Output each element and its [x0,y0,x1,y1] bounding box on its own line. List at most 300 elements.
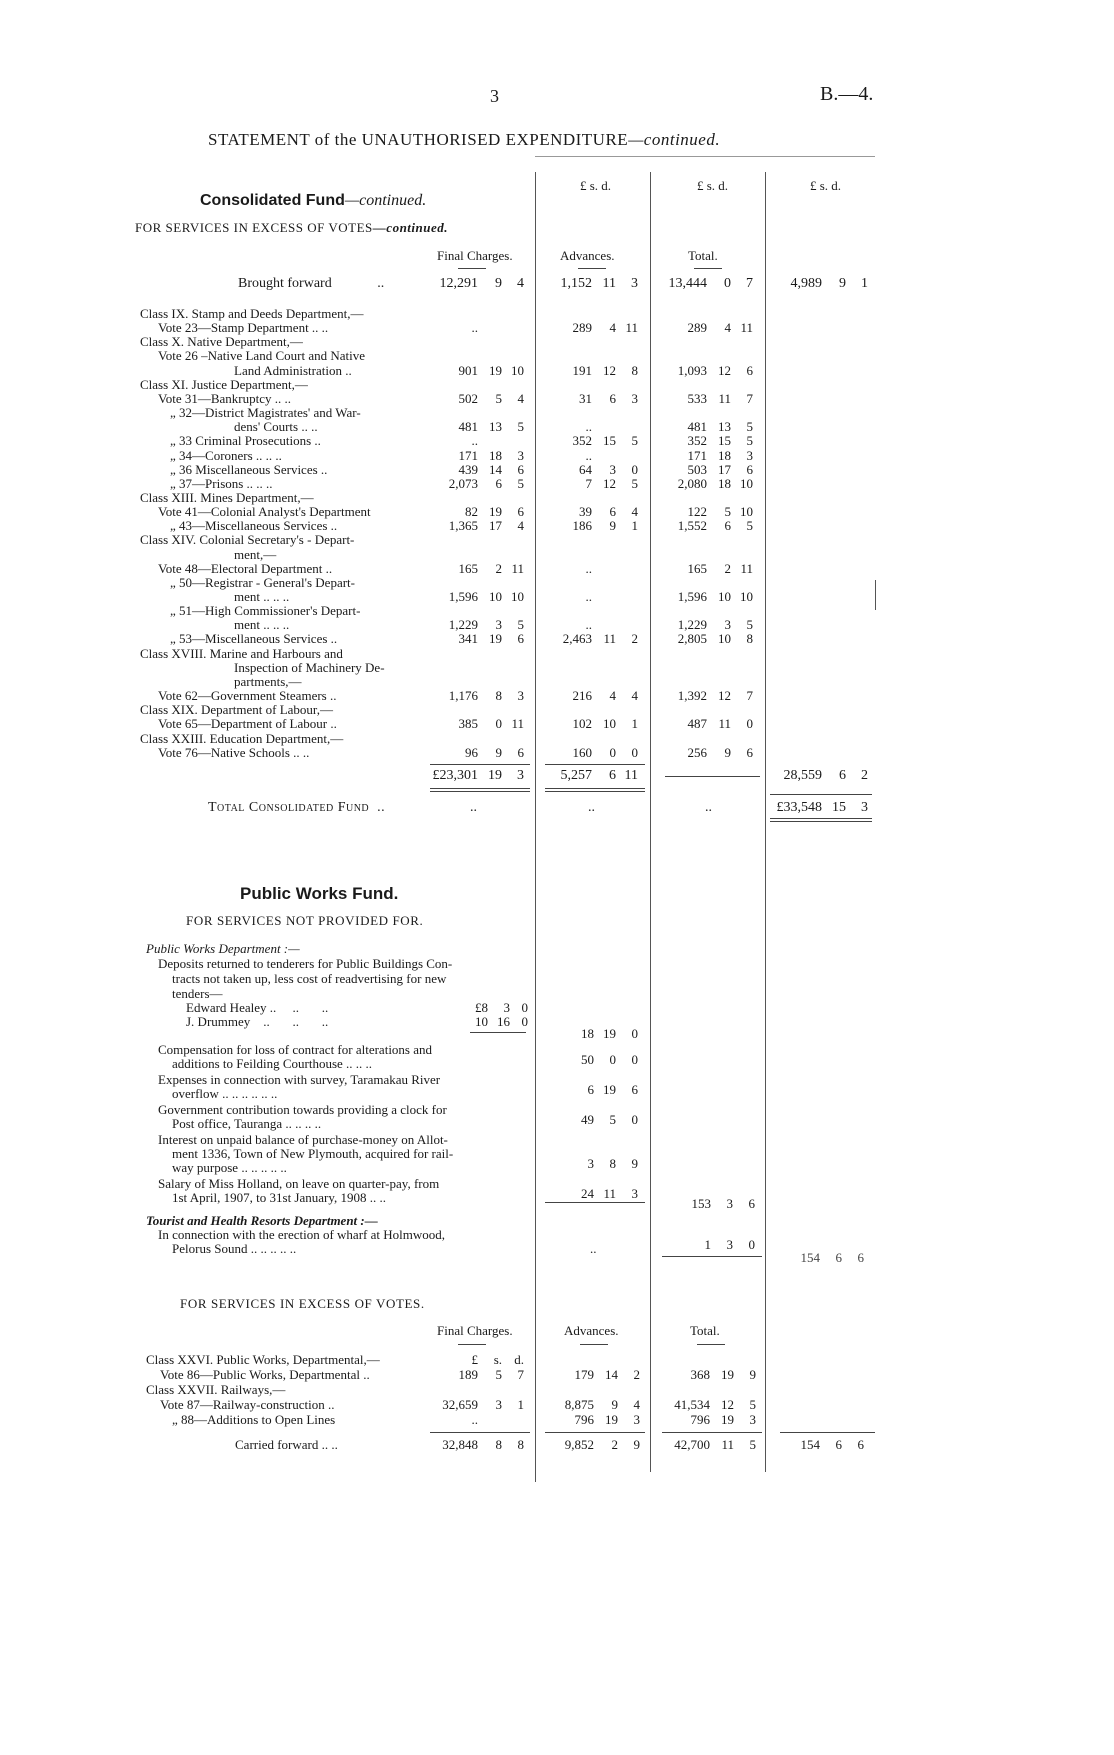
consolidated-row-fc [430,716,524,731]
deposits-line-3: tenders— [172,986,223,1001]
amount-part: 18 [489,448,502,463]
amount-part: 8 [631,363,638,378]
consolidated-row-label: Vote 62—Government Steamers .. [158,688,337,703]
grand-rule-top [770,794,872,795]
consolidated-row-tot [655,688,753,703]
cf-rule-adv [545,1432,645,1433]
rule-advances-right [650,172,651,1472]
npt-s: 6 [835,1250,842,1265]
consolidated-row-label: Class IX. Stamp and Deeds Department,— [140,306,364,321]
bf-grand-d: 1 [861,276,868,291]
consolidated-row-adv [540,589,638,604]
amount-part: 6 [517,462,524,477]
amount-part: 3 [495,1397,502,1412]
excess-row-fc [428,1352,524,1367]
grand-double-2 [770,821,872,822]
tc-d: 3 [861,800,868,815]
amount-part: 10 [718,589,731,604]
amount-part: 17 [489,518,502,533]
consolidated-row-label: Land Administration .. [234,363,352,378]
amount-part: 19 [489,363,502,378]
consolidated-row-adv [540,561,638,576]
excess-row-tot [658,1367,756,1382]
amount-part: 1,229 [448,617,478,632]
consolidated-row-fc [430,320,524,335]
npt-l: 154 [800,1250,820,1265]
cf-adv-l: 9,852 [564,1437,594,1452]
amount-part: 3 [631,391,638,406]
consolidated-row-adv [540,476,638,491]
amount-part: 4 [517,518,524,533]
col-header-advances: Advances. [560,248,615,263]
pw-item-line: Interest on unpaid balance of purchase-money on Allot- [158,1132,448,1147]
lsd-header-3: £ s. d. [810,178,842,193]
amount-part: 19 [721,1412,734,1427]
consolidated-row-label: Vote 31—Bankruptcy .. .. [158,391,291,406]
amount-part: 8,875 [564,1397,594,1412]
amount-part: 256 [687,745,707,760]
cf-grand [780,1437,864,1452]
tourist-advances: .. [590,1241,597,1256]
consolidated-row-fc [430,631,524,646]
grand-double-1 [770,818,872,819]
amount-part: 12 [718,688,731,703]
pw-item-line: Government contribution towards providing a clock for [158,1102,447,1117]
page-title [208,130,720,150]
amount-part: 0 [631,1112,638,1127]
total-cons-dots-3: .. [705,800,712,815]
amount-part: 3 [517,448,524,463]
amount-part: 9 [749,1367,756,1382]
amount-part: 2,080 [677,476,707,491]
npt-d: 6 [857,1250,864,1265]
consolidated-row-tot [655,476,753,491]
consolidated-row-tot [655,448,753,463]
amount-part: 11 [625,320,638,335]
subtotal-rule-adv [545,764,645,765]
cf-fc-s: 8 [495,1437,502,1452]
bf-fc-s: 9 [495,276,502,291]
consolidated-sub-text: FOR SERVICES IN EXCESS OF VOTES [135,220,373,235]
amount-part: 352 [687,433,707,448]
not-provided-heading: FOR SERVICES NOT PROVIDED FOR. [186,913,424,928]
amount-part: 19 [489,631,502,646]
amount-part: 2 [633,1367,640,1382]
sub-adv-s: 6 [609,768,616,783]
amount-part: 6 [517,745,524,760]
amount-part: 341 [458,631,478,646]
amount-part: 8 [495,688,502,703]
drummey-d: 0 [521,1014,528,1029]
amount-part: 171 [458,448,478,463]
amount-part: 503 [687,462,707,477]
consolidated-row-label: Inspection of Machinery De- [234,660,385,675]
tourist-line-2: Pelorus Sound .. .. .. .. .. [172,1241,297,1256]
excess-row-fc [428,1397,524,1412]
amount-part: .. [471,433,478,448]
amount-part: 12 [721,1397,734,1412]
excess-row-label: „ 88—Additions to Open Lines [172,1412,336,1427]
amount-part: 10 [740,589,753,604]
sub-grand-d: 2 [861,768,868,783]
consolidated-row-label: ment .. .. .. [234,589,290,604]
bf-tot-s: 0 [724,276,731,291]
consolidated-row-label: ment .. .. .. [234,617,290,632]
total-cons-dots-1: .. [470,800,477,815]
amount-part: 6 [609,504,616,519]
cf-grand-d: 6 [857,1437,864,1452]
amount-part: 171 [687,448,707,463]
consolidated-row-label: „ 43—Miscellaneous Services .. [170,518,338,533]
healey-name: Edward Healey .. .. .. [186,1000,329,1015]
consolidated-row-adv [540,716,638,731]
amount-part: 4 [724,320,731,335]
amount-part: 17 [718,462,731,477]
amount-part: 216 [572,688,592,703]
pw-item-line: way purpose .. .. .. .. .. [172,1160,287,1175]
amount-part: 11 [718,716,731,731]
consolidated-row-fc [430,561,524,576]
consolidated-row-label: „ 32—District Magistrates' and War- [170,405,361,420]
amount-part: 533 [687,391,707,406]
cf-adv-d: 9 [633,1437,640,1452]
amount-part: 4 [609,688,616,703]
pwt-s: 3 [726,1196,733,1211]
consolidated-row-adv [540,391,638,406]
deposits-sum-d: 0 [631,1026,638,1041]
excess-row-tot [658,1397,756,1412]
consolidated-row-label: „ 50—Registrar - General's Depart- [170,575,355,590]
consolidated-row-label: Vote 23—Stamp Department .. .. [158,320,329,335]
double-rule-fc-1 [430,788,530,789]
amount-part: 179 [574,1367,594,1382]
pw-department-heading: Public Works Department :— [146,941,300,956]
drummey-name: J. Drummey .. .. .. [186,1014,329,1029]
amount-part: .. [585,419,592,434]
tourist-department-heading: Tourist and Health Resorts Department :— [146,1213,378,1228]
consolidated-row-fc [430,419,524,434]
consolidated-sub-cont: —continued. [372,220,449,235]
sub-adv-pounds: 5,257 [560,768,592,783]
cf-fc-d: 8 [517,1437,524,1452]
tt-s: 3 [726,1237,733,1252]
amount-part: 6 [495,476,502,491]
deposits-line-2: tracts not taken up, less cost of readvertising for new [172,971,447,986]
rule-total-right [765,172,766,1472]
deposits-line-1: Deposits returned to tenderers for Public Buildings Con- [158,956,453,971]
amount-part: 5 [746,518,753,533]
amount-part: s. [493,1352,502,1367]
consolidated-row-label: „ 37—Prisons .. .. .. [170,476,273,491]
pw-item-amount [560,1082,638,1097]
consolidated-row-fc [430,476,524,491]
amount-part: 160 [572,745,592,760]
amount-part: 5 [749,1397,756,1412]
bf-fc-d: 4 [517,276,524,291]
amount-part: 10 [740,504,753,519]
pw-items-rule [545,1202,645,1203]
amount-part: 796 [574,1412,594,1427]
subtotal-rule-fc [430,764,530,765]
sub-grand-pounds: 28,559 [783,768,822,783]
amount-part: 4 [609,320,616,335]
bf-advances [540,276,638,292]
amount-part: 1 [631,518,638,533]
title-continued: —continued. [628,130,721,149]
consolidated-row-adv [540,320,638,335]
amount-part: 10 [603,716,616,731]
amount-part: .. [585,448,592,463]
consolidated-row-fc [430,391,524,406]
tourist-line-1: In connection with the erection of wharf at Holmwood, [158,1227,445,1242]
cf-rule-fc [430,1432,530,1433]
pw-item-line: 1st April, 1907, to 31st January, 1908 .. .. [172,1190,387,1205]
dash-tot [694,268,722,269]
consolidated-row-fc [430,617,524,632]
consolidated-row-fc [430,363,524,378]
amount-part: 502 [458,391,478,406]
pw-item-line: additions to Feilding Courthouse .. .. .. [172,1056,373,1071]
consolidated-row-label: Class XI. Justice Department,— [140,377,308,392]
lsd-header-2: £ s. d. [697,178,729,193]
amount-part: 19 [489,504,502,519]
sub-fc-s: 19 [488,768,502,783]
sub-fc-pounds: £23,301 [432,768,478,783]
deposits-sum-rule [470,1032,526,1033]
amount-part: 1,176 [448,688,478,703]
excess-row-label: Vote 87—Railway-construction .. [160,1397,335,1412]
amount-part: 5 [609,1112,616,1127]
amount-part: 796 [690,1412,710,1427]
bf-adv-s: 11 [602,276,616,291]
amount-part: 15 [718,433,731,448]
amount-part: 2 [724,561,731,576]
consolidated-row-tot [655,631,753,646]
amount-part: 1,596 [677,589,707,604]
cf-adv-s: 2 [611,1437,618,1452]
page-number: 3 [490,86,499,106]
amount-part: 5 [495,391,502,406]
amount-part: 10 [511,363,524,378]
excess-row-label: Vote 86—Public Works, Departmental .. [160,1367,370,1382]
pw-item-line: ment 1336, Town of New Plymouth, acquired for rail- [172,1146,454,1161]
consolidated-row-label: Vote 48—Electoral Department .. [158,561,333,576]
consolidated-row-adv [540,745,638,760]
amount-part: 352 [572,433,592,448]
amount-part: 18 [718,476,731,491]
amount-part: 0 [746,716,753,731]
double-rule-adv-2 [545,791,645,792]
consolidated-row-tot [655,363,753,378]
excess-row-fc [428,1367,524,1382]
consolidated-row-adv [540,617,638,632]
excess-row-adv [542,1367,640,1382]
consolidated-row-adv [540,631,638,646]
excess-row-fc [428,1412,524,1427]
amount-part: 385 [458,716,478,731]
amount-part: 5 [517,617,524,632]
cf-tot-s: 11 [721,1437,734,1452]
amount-part: 5 [724,504,731,519]
tourist-total [675,1237,755,1252]
tc-pounds: £33,548 [776,800,822,815]
cf-tot-l: 42,700 [674,1437,710,1452]
amount-part: 10 [740,476,753,491]
consolidated-row-fc [430,433,524,448]
consolidated-fund-heading [200,192,426,210]
consolidated-row-label: „ 34—Coroners .. .. .. [170,448,282,463]
pw-item-amount [560,1052,638,1067]
pw-item-line: Compensation for loss of contract for alterations and [158,1042,433,1057]
cf-rule-tot [662,1432,762,1433]
amount-part: 12 [603,363,616,378]
amount-part: 7 [746,391,753,406]
consolidated-row-label: „ 33 Criminal Prosecutions .. [170,433,321,448]
rule-final-charges-left [535,172,536,1482]
amount-part: 32,659 [442,1397,478,1412]
bf-total [655,276,753,292]
amount-part: 5 [631,433,638,448]
pw-item-line: Expenses in connection with survey, Taramakau River [158,1072,441,1087]
amount-part: 14 [605,1367,618,1382]
amount-part: 0 [609,745,616,760]
consolidated-row-adv [540,363,638,378]
consolidated-row-label: Vote 65—Department of Labour .. [158,716,337,731]
pw-item-amount [560,1186,638,1201]
amount-part: 0 [631,1052,638,1067]
amount-part: 9 [724,745,731,760]
rule-right-edge [875,580,876,610]
bf-grand-s: 9 [839,276,846,291]
excess-row-label: Class XXVII. Railways,— [146,1382,286,1397]
amount-part: 5 [495,1367,502,1382]
amount-part: 2 [495,561,502,576]
consolidated-row-adv [540,462,638,477]
bf-grand-pounds: 4,989 [790,276,822,291]
consolidated-row-fc [430,462,524,477]
excess-row-label: Class XXVI. Public Works, Departmental,— [146,1352,380,1367]
consolidated-heading-text: Consolidated Fund [200,192,345,209]
amount-part: 10 [718,631,731,646]
amount-part: .. [585,561,592,576]
consolidated-row-label: Class XIX. Department of Labour,— [140,702,333,717]
amount-part: 8 [609,1156,616,1171]
consolidated-subheading [135,220,448,235]
consolidated-row-label: „ 51—High Commissioner's Depart- [170,603,361,618]
amount-part: 3 [746,448,753,463]
total-consolidated-label: Total Consolidated Fund .. [208,800,386,815]
amount-part: 3 [495,617,502,632]
amount-part: 1 [517,1397,524,1412]
amount-part: 11 [740,320,753,335]
consolidated-row-label: „ 36 Miscellaneous Services .. [170,462,328,477]
excess-row-tot [658,1412,756,1427]
amount-part: 487 [687,716,707,731]
consolidated-row-tot [655,518,753,533]
subtotal-advances [540,768,638,784]
amount-part: 3 [587,1156,594,1171]
amount-part: 4 [631,504,638,519]
amount-part: 4 [633,1397,640,1412]
bf-tot-d: 7 [746,276,753,291]
amount-part: 6 [609,391,616,406]
consolidated-row-tot [655,716,753,731]
amount-part: 2,805 [677,631,707,646]
pw-dash-fc [458,1344,486,1345]
consolidated-row-tot [655,504,753,519]
subtotal-final-charges [426,768,524,784]
amount-part: 6 [724,518,731,533]
amount-part: 7 [746,688,753,703]
amount-part: 0 [631,745,638,760]
amount-part: 19 [605,1412,618,1427]
amount-part: 2 [631,631,638,646]
amount-part: 11 [511,716,524,731]
double-rule-adv-1 [545,788,645,789]
amount-part: 165 [687,561,707,576]
cf-grand-s: 6 [835,1437,842,1452]
consolidated-row-fc [430,448,524,463]
pwt-d: 6 [748,1196,755,1211]
consolidated-row-fc [430,504,524,519]
amount-part: 4 [517,391,524,406]
amount-part: 122 [687,504,707,519]
amount-part: 41,534 [674,1397,710,1412]
consolidated-row-label: partments,— [234,674,302,689]
amount-part: 3 [609,462,616,477]
amount-part: 24 [581,1186,594,1201]
amount-part: 1,093 [677,363,707,378]
cf-tot-d: 5 [749,1437,756,1452]
pw-item-line: Salary of Miss Holland, on leave on quarter-pay, from [158,1176,440,1191]
consolidated-row-label: Class XIII. Mines Department,— [140,490,314,505]
col-header-final-charges: Final Charges. [437,248,513,263]
document-reference: B.—4. [820,83,874,105]
amount-part: 2,073 [448,476,478,491]
amount-part: 165 [458,561,478,576]
tc-s: 15 [832,800,846,815]
amount-part: 31 [579,391,592,406]
amount-part: 102 [572,716,592,731]
amount-part: 19 [721,1367,734,1382]
consolidated-row-label: Class XXIII. Education Department,— [140,731,344,746]
public-works-heading: Public Works Fund. [240,884,399,903]
amount-part: 10 [511,589,524,604]
amount-part: 439 [458,462,478,477]
amount-part: 3 [517,688,524,703]
amount-part: 13 [718,419,731,434]
amount-part: 5 [746,419,753,434]
not-provided-total [780,1250,864,1265]
sub-fc-d: 3 [517,768,524,783]
header-top-rule [535,156,875,157]
cf-rule-grand [780,1432,875,1433]
consolidated-row-fc [430,589,524,604]
amount-part: 5 [746,433,753,448]
consolidated-row-adv [540,504,638,519]
bf-adv-pounds: 1,152 [560,276,592,291]
pw-col-header-advances: Advances. [564,1323,619,1338]
dash-fc [458,268,486,269]
amount-part: 50 [581,1052,594,1067]
double-rule-fc-2 [430,791,530,792]
subtotal-total-dash [665,776,760,777]
amount-part: 3 [631,1186,638,1201]
amount-part: 12 [603,476,616,491]
amount-part: 186 [572,518,592,533]
amount-part: 5 [631,476,638,491]
healey-name-text: Edward Healey .. [186,1000,277,1015]
